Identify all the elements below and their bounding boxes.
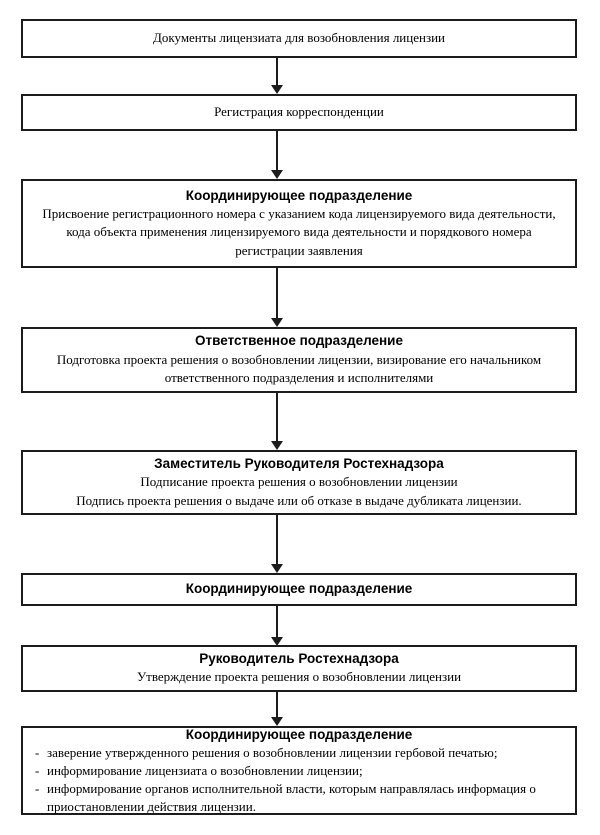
box-title: Координирующее подразделение: [185, 581, 413, 597]
flow-box-deputy-head: [21, 450, 577, 515]
box-text: Утверждение проекта решения о возобновлении лицензии: [136, 669, 462, 685]
box-title: Координирующее подразделение: [185, 187, 413, 203]
arrow-line: [276, 131, 278, 170]
box-title: Координирующее подразделение: [185, 726, 413, 742]
arrow-down-head: [271, 564, 283, 573]
box-title: Заместитель Руководителя Ростехнадзора: [154, 455, 444, 471]
arrow-down-head: [271, 441, 283, 450]
flow-box-licensee-documents: [21, 19, 577, 58]
flow-arrow: [271, 268, 283, 327]
flow-box-responsible-unit: [21, 327, 577, 393]
arrow-line: [276, 692, 278, 717]
box-text: Подготовка проекта решения о возобновлении лицензии, визирование его начальником ответственного подразделения и исполнителями: [56, 351, 542, 386]
flow-arrow: [271, 58, 283, 94]
list-item: - информирование органов исполнительной власти, которым направлялась информация о приостановлении действия лицензии.: [33, 780, 565, 816]
list-item: - заверение утвержденного решения о возобновлении лицензии гербовой печатью;: [33, 744, 565, 762]
arrow-down-head: [271, 318, 283, 327]
box-title: Руководитель Ростехнадзора: [199, 651, 399, 667]
list-item: - информирование лицензиата о возобновлении лицензии;: [33, 762, 565, 780]
flow-arrow: [271, 393, 283, 450]
flow-box-correspondence-registration: [21, 94, 577, 131]
flow-arrow: [271, 692, 283, 726]
box-text: Присвоение регистрационного номера с указанием кода лицензируемого вида деятельности, кода объекта применения лицензируемого вида деятельности и порядкового номера регистрации заявления: [42, 205, 556, 258]
box-title: Ответственное подразделение: [195, 333, 403, 349]
arrow-down-head: [271, 85, 283, 94]
box-text: Регистрация корреспонденции: [214, 104, 384, 120]
arrow-line: [276, 393, 278, 441]
flow-box-coordinating-unit-final: [21, 726, 577, 815]
arrow-line: [276, 515, 278, 564]
flow-arrow: [271, 515, 283, 573]
arrow-line: [276, 58, 278, 85]
arrow-line: [276, 268, 278, 318]
box-text: Документы лицензиата для возобновления лицензии: [152, 30, 446, 46]
box-task-list: [33, 744, 565, 816]
flow-arrow: [271, 131, 283, 179]
arrow-down-head: [271, 170, 283, 179]
box-text-line: Подписание проекта решения о возобновлении лицензии: [140, 474, 458, 490]
flow-box-head-rostekhnadzor: [21, 645, 577, 692]
box-text-line: Подпись проекта решения о выдаче или об отказе в выдаче дубликата лицензии.: [76, 492, 522, 508]
flow-box-coordinating-unit: [21, 573, 577, 606]
arrow-line: [276, 606, 278, 637]
flow-box-coordinating-unit-registration: [21, 179, 577, 268]
flow-arrow: [271, 606, 283, 646]
